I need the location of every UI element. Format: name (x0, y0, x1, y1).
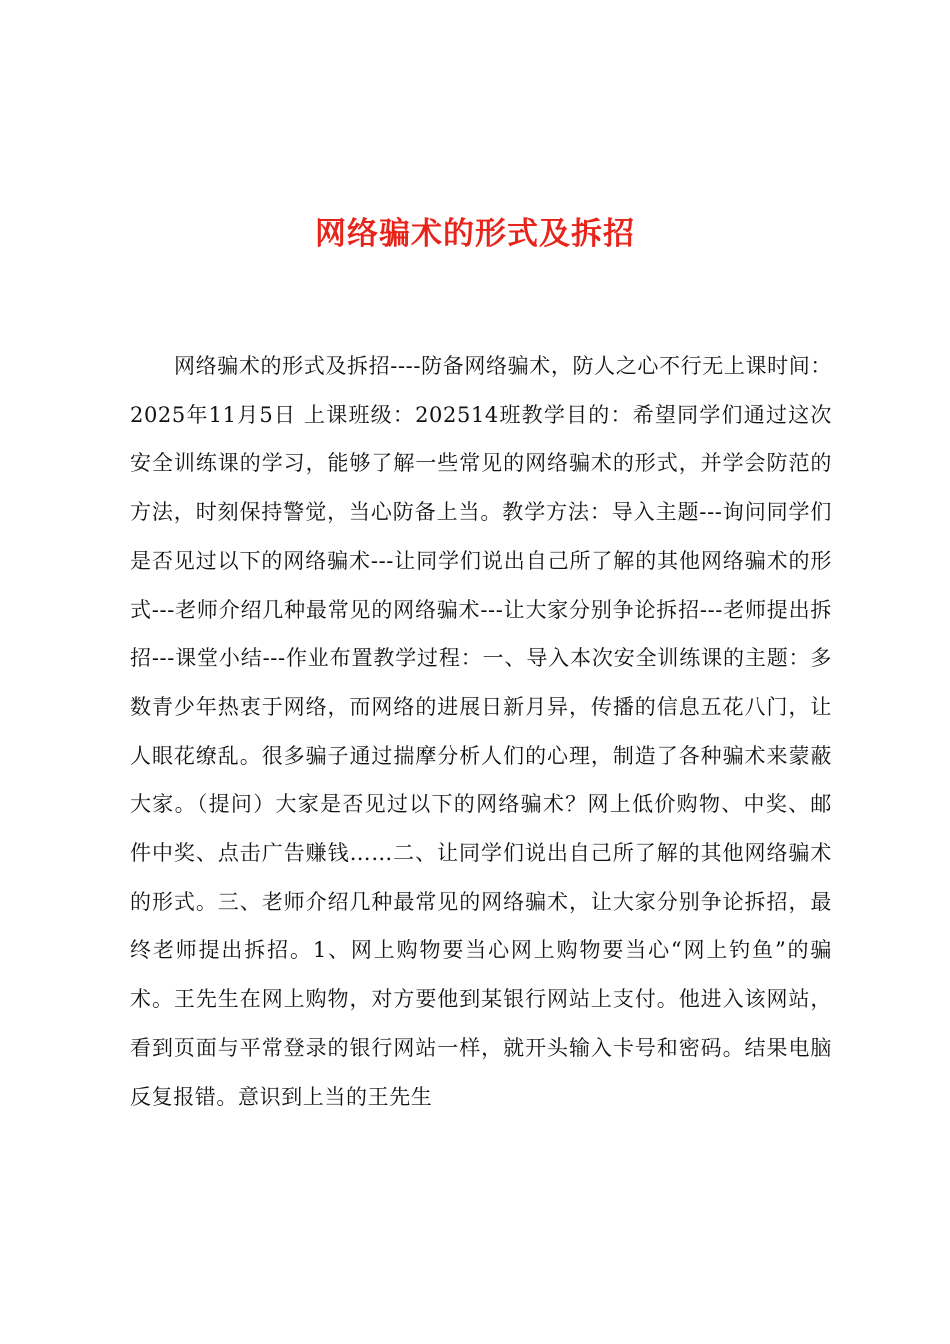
document-body-paragraph: 网络骗术的形式及拆招----防备网络骗术，防人之心不行无上课时间：2025年11月5日 上课班级：202514班教学目的：希望同学们通过这次安全训练课的学习，能够了解一些常见的网络骗术的形式，并学会防范的方法，时刻保持警觉，当心防备上当。教学方法：导入主题---询问同学们是否见过以下的网络骗术---让同学们说出自己所了解的其他网络骗术的形式---老师介绍几种最常见的网络骗术---让大家分别争论拆招---老师提出拆招---课堂小结---作业布置教学过程：一、导入本次安全训练课的主题：多数青少年热衷于网络，而网络的进展日新月异，传播的信息五花八门，让人眼花缭乱。很多骗子通过揣摩分析人们的心理，制造了各种骗术来蒙蔽大家。（提问）大家是否见过以下的网络骗术？网上低价购物、中奖、邮件中奖、点击广告赚钱……二、让同学们说出自己所了解的其他网络骗术的形式。三、老师介绍几种最常见的网络骗术，让大家分别争论拆招，最终老师提出拆招。1、网上购物要当心网上购物要当心“网上钓鱼”的骗术。王先生在网上购物，对方要他到某银行网站上支付。他进入该网站，看到页面与平常登录的银行网站一样，就开头输入卡号和密码。结果电脑反复报错。意识到上当的王先生 (130, 354, 832, 1109)
document-title: 网络骗术的形式及拆招 (315, 216, 635, 252)
